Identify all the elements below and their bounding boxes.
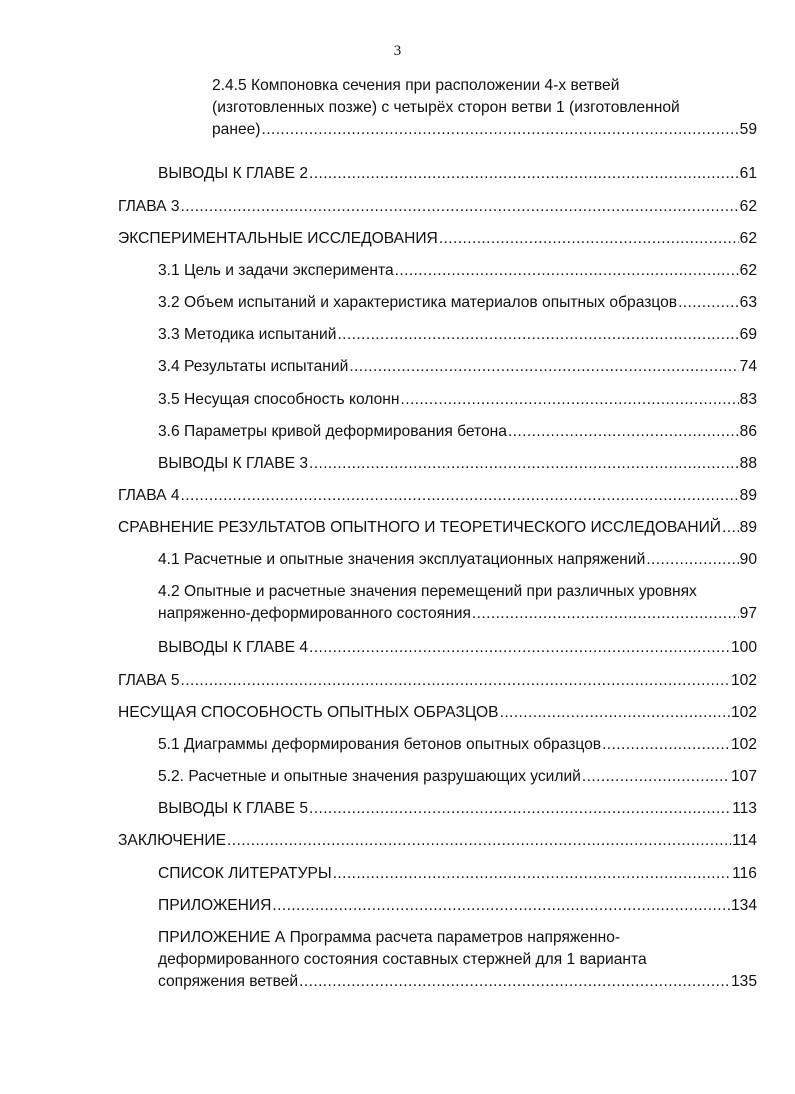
- toc-page-number: 89: [739, 519, 757, 536]
- toc-page-number: 74: [739, 358, 757, 375]
- toc-entry-text: 3.6 Параметры кривой деформирования бетона: [158, 423, 507, 440]
- toc-entry[interactable]: [118, 670, 757, 692]
- toc-dot-leader: [309, 163, 739, 185]
- toc-entry-text: ВЫВОДЫ К ГЛАВЕ 5: [158, 800, 308, 817]
- toc-entry[interactable]: [118, 517, 757, 539]
- toc-entry[interactable]: [118, 228, 757, 250]
- toc-entry-text: ГЛАВА 3: [118, 198, 180, 215]
- toc-dot-leader: [472, 603, 739, 625]
- toc-entry[interactable]: [158, 453, 757, 475]
- toc-entry-text: деформированного состояния составных стержней для 1 варианта: [158, 951, 647, 968]
- toc-dot-leader: [227, 830, 731, 852]
- toc-page-number: 102: [730, 736, 757, 753]
- toc-entry-text: сопряжения ветвей: [158, 973, 299, 990]
- toc-entry-text: НЕСУЩАЯ СПОСОБНОСТЬ ОПЫТНЫХ ОБРАЗЦОВ: [118, 704, 499, 721]
- toc-page-number: 89: [739, 487, 757, 504]
- toc-entry[interactable]: [158, 734, 757, 756]
- toc-dot-leader: [309, 798, 731, 820]
- toc-entry[interactable]: [158, 389, 757, 411]
- toc-entry-text: ГЛАВА 5: [118, 672, 180, 689]
- toc-page-number: 61: [739, 165, 757, 182]
- toc-page-number: 83: [739, 391, 757, 408]
- toc-entry-text: СРАВНЕНИЕ РЕЗУЛЬТАТОВ ОПЫТНОГО И ТЕОРЕТИЧЕСКОГО ИССЛЕДОВАНИЙ: [118, 519, 721, 536]
- toc-page-number: 97: [739, 605, 757, 622]
- toc-entry-text: 3.4 Результаты испытаний: [158, 358, 349, 375]
- toc-entry-text: ВЫВОДЫ К ГЛАВЕ 4: [158, 639, 308, 656]
- toc-page-number: 59: [739, 121, 757, 138]
- toc-entry[interactable]: [158, 260, 757, 282]
- toc-entry[interactable]: [158, 356, 757, 378]
- toc-dot-leader: [400, 389, 738, 411]
- toc-dot-leader: [582, 766, 730, 788]
- toc-entry-text: напряженно-деформированного состояния: [158, 605, 471, 622]
- toc-dot-leader: [181, 670, 730, 692]
- toc-entry[interactable]: [158, 163, 757, 185]
- toc-dot-leader: [309, 453, 739, 475]
- toc-dot-leader: [349, 356, 738, 378]
- toc-entry-text: 3.3 Методика испытаний: [158, 326, 337, 343]
- toc-entry-text: ПРИЛОЖЕНИЕ А Программа расчета параметров напряженно-: [158, 929, 621, 946]
- toc-page-number: 102: [730, 672, 757, 689]
- toc-dot-leader: [181, 485, 739, 507]
- toc-dot-leader: [439, 228, 739, 250]
- toc-dot-leader: [602, 734, 730, 756]
- toc-entry-text: ВЫВОДЫ К ГЛАВЕ 3: [158, 455, 308, 472]
- toc-dot-leader: [299, 971, 730, 993]
- toc-page-number: 62: [739, 230, 757, 247]
- page-number: 3: [393, 43, 402, 59]
- toc-page-number: 62: [739, 262, 757, 279]
- toc-dot-leader: [395, 260, 739, 282]
- toc-page-number: 86: [739, 423, 757, 440]
- toc-page-number: 116: [732, 865, 757, 882]
- toc-entry[interactable]: [158, 292, 757, 314]
- toc-entry[interactable]: [158, 863, 757, 885]
- toc-dot-leader: [309, 637, 730, 659]
- toc-entry[interactable]: [158, 581, 757, 625]
- toc-dot-leader: [181, 196, 739, 218]
- toc-page-number: 63: [739, 294, 757, 311]
- toc-entry-text: ПРИЛОЖЕНИЯ: [158, 897, 272, 914]
- toc-entry[interactable]: [158, 895, 757, 917]
- toc-dot-leader: [508, 421, 739, 443]
- toc-page-number: 62: [739, 198, 757, 215]
- toc-entry[interactable]: [158, 421, 757, 443]
- toc-entry[interactable]: [158, 637, 757, 659]
- toc-entry-text: 4.2 Опытные и расчетные значения перемещений при различных уровнях: [158, 583, 697, 600]
- toc-entry[interactable]: [118, 830, 757, 852]
- toc-page-number: 113: [732, 800, 757, 817]
- toc-entry-text: СПИСОК ЛИТЕРАТУРЫ: [158, 865, 332, 882]
- toc-entry[interactable]: [158, 766, 757, 788]
- toc-page-number: 100: [730, 639, 757, 656]
- toc-dot-leader: [272, 895, 730, 917]
- toc-page-number: 107: [730, 768, 757, 785]
- toc-entry-text: ГЛАВА 4: [118, 487, 180, 504]
- toc-entry-text: ранее): [212, 121, 261, 138]
- toc-entry[interactable]: [118, 196, 757, 218]
- toc-entry-text: 3.2 Объем испытаний и характеристика материалов опытных образцов: [158, 294, 678, 311]
- toc-entry-text: 4.1 Расчетные и опытные значения эксплуатационных напряжений: [158, 551, 646, 568]
- toc-entry[interactable]: [158, 549, 757, 571]
- toc-dot-leader: [333, 863, 731, 885]
- toc-dot-leader: [337, 324, 738, 346]
- toc-dot-leader: [678, 292, 739, 314]
- toc-page-number: 90: [739, 551, 757, 568]
- toc-dot-leader: [722, 517, 739, 539]
- toc-dot-leader: [646, 549, 738, 571]
- toc-page-number: 114: [732, 832, 757, 849]
- toc-entry[interactable]: [118, 485, 757, 507]
- toc-dot-leader: [262, 119, 739, 141]
- toc-entry-text: ЭКСПЕРИМЕНТАЛЬНЫЕ ИССЛЕДОВАНИЯ: [118, 230, 438, 247]
- toc-entry[interactable]: [212, 75, 757, 141]
- toc-page-number: 88: [739, 455, 757, 472]
- toc-page-number: 135: [730, 973, 757, 990]
- toc-entry-text: ВЫВОДЫ К ГЛАВЕ 2: [158, 165, 308, 182]
- toc-entry[interactable]: [118, 702, 757, 724]
- toc-entry-text: 5.1 Диаграммы деформирования бетонов опытных образцов: [158, 736, 602, 753]
- toc-entry-text: (изготовленных позже) с четырёх сторон ветви 1 (изготовленной: [212, 99, 680, 116]
- toc-page-number: 69: [739, 326, 757, 343]
- toc-entry[interactable]: [158, 927, 757, 993]
- toc-entry-text: 3.1 Цель и задачи эксперимента: [158, 262, 394, 279]
- toc-entry-text: 2.4.5 Компоновка сечения при расположении 4-х ветвей: [212, 77, 620, 94]
- toc-entry-text: ЗАКЛЮЧЕНИЕ: [118, 832, 227, 849]
- toc-page-number: 134: [730, 897, 757, 914]
- toc-entry-text: 3.5 Несущая способность колонн: [158, 391, 400, 408]
- toc-entry-text: 5.2. Расчетные и опытные значения разрушающих усилий: [158, 768, 581, 785]
- toc-dot-leader: [500, 702, 730, 724]
- toc-entry[interactable]: [158, 324, 757, 346]
- toc-page-number: 102: [730, 704, 757, 721]
- toc-entry[interactable]: [158, 798, 757, 820]
